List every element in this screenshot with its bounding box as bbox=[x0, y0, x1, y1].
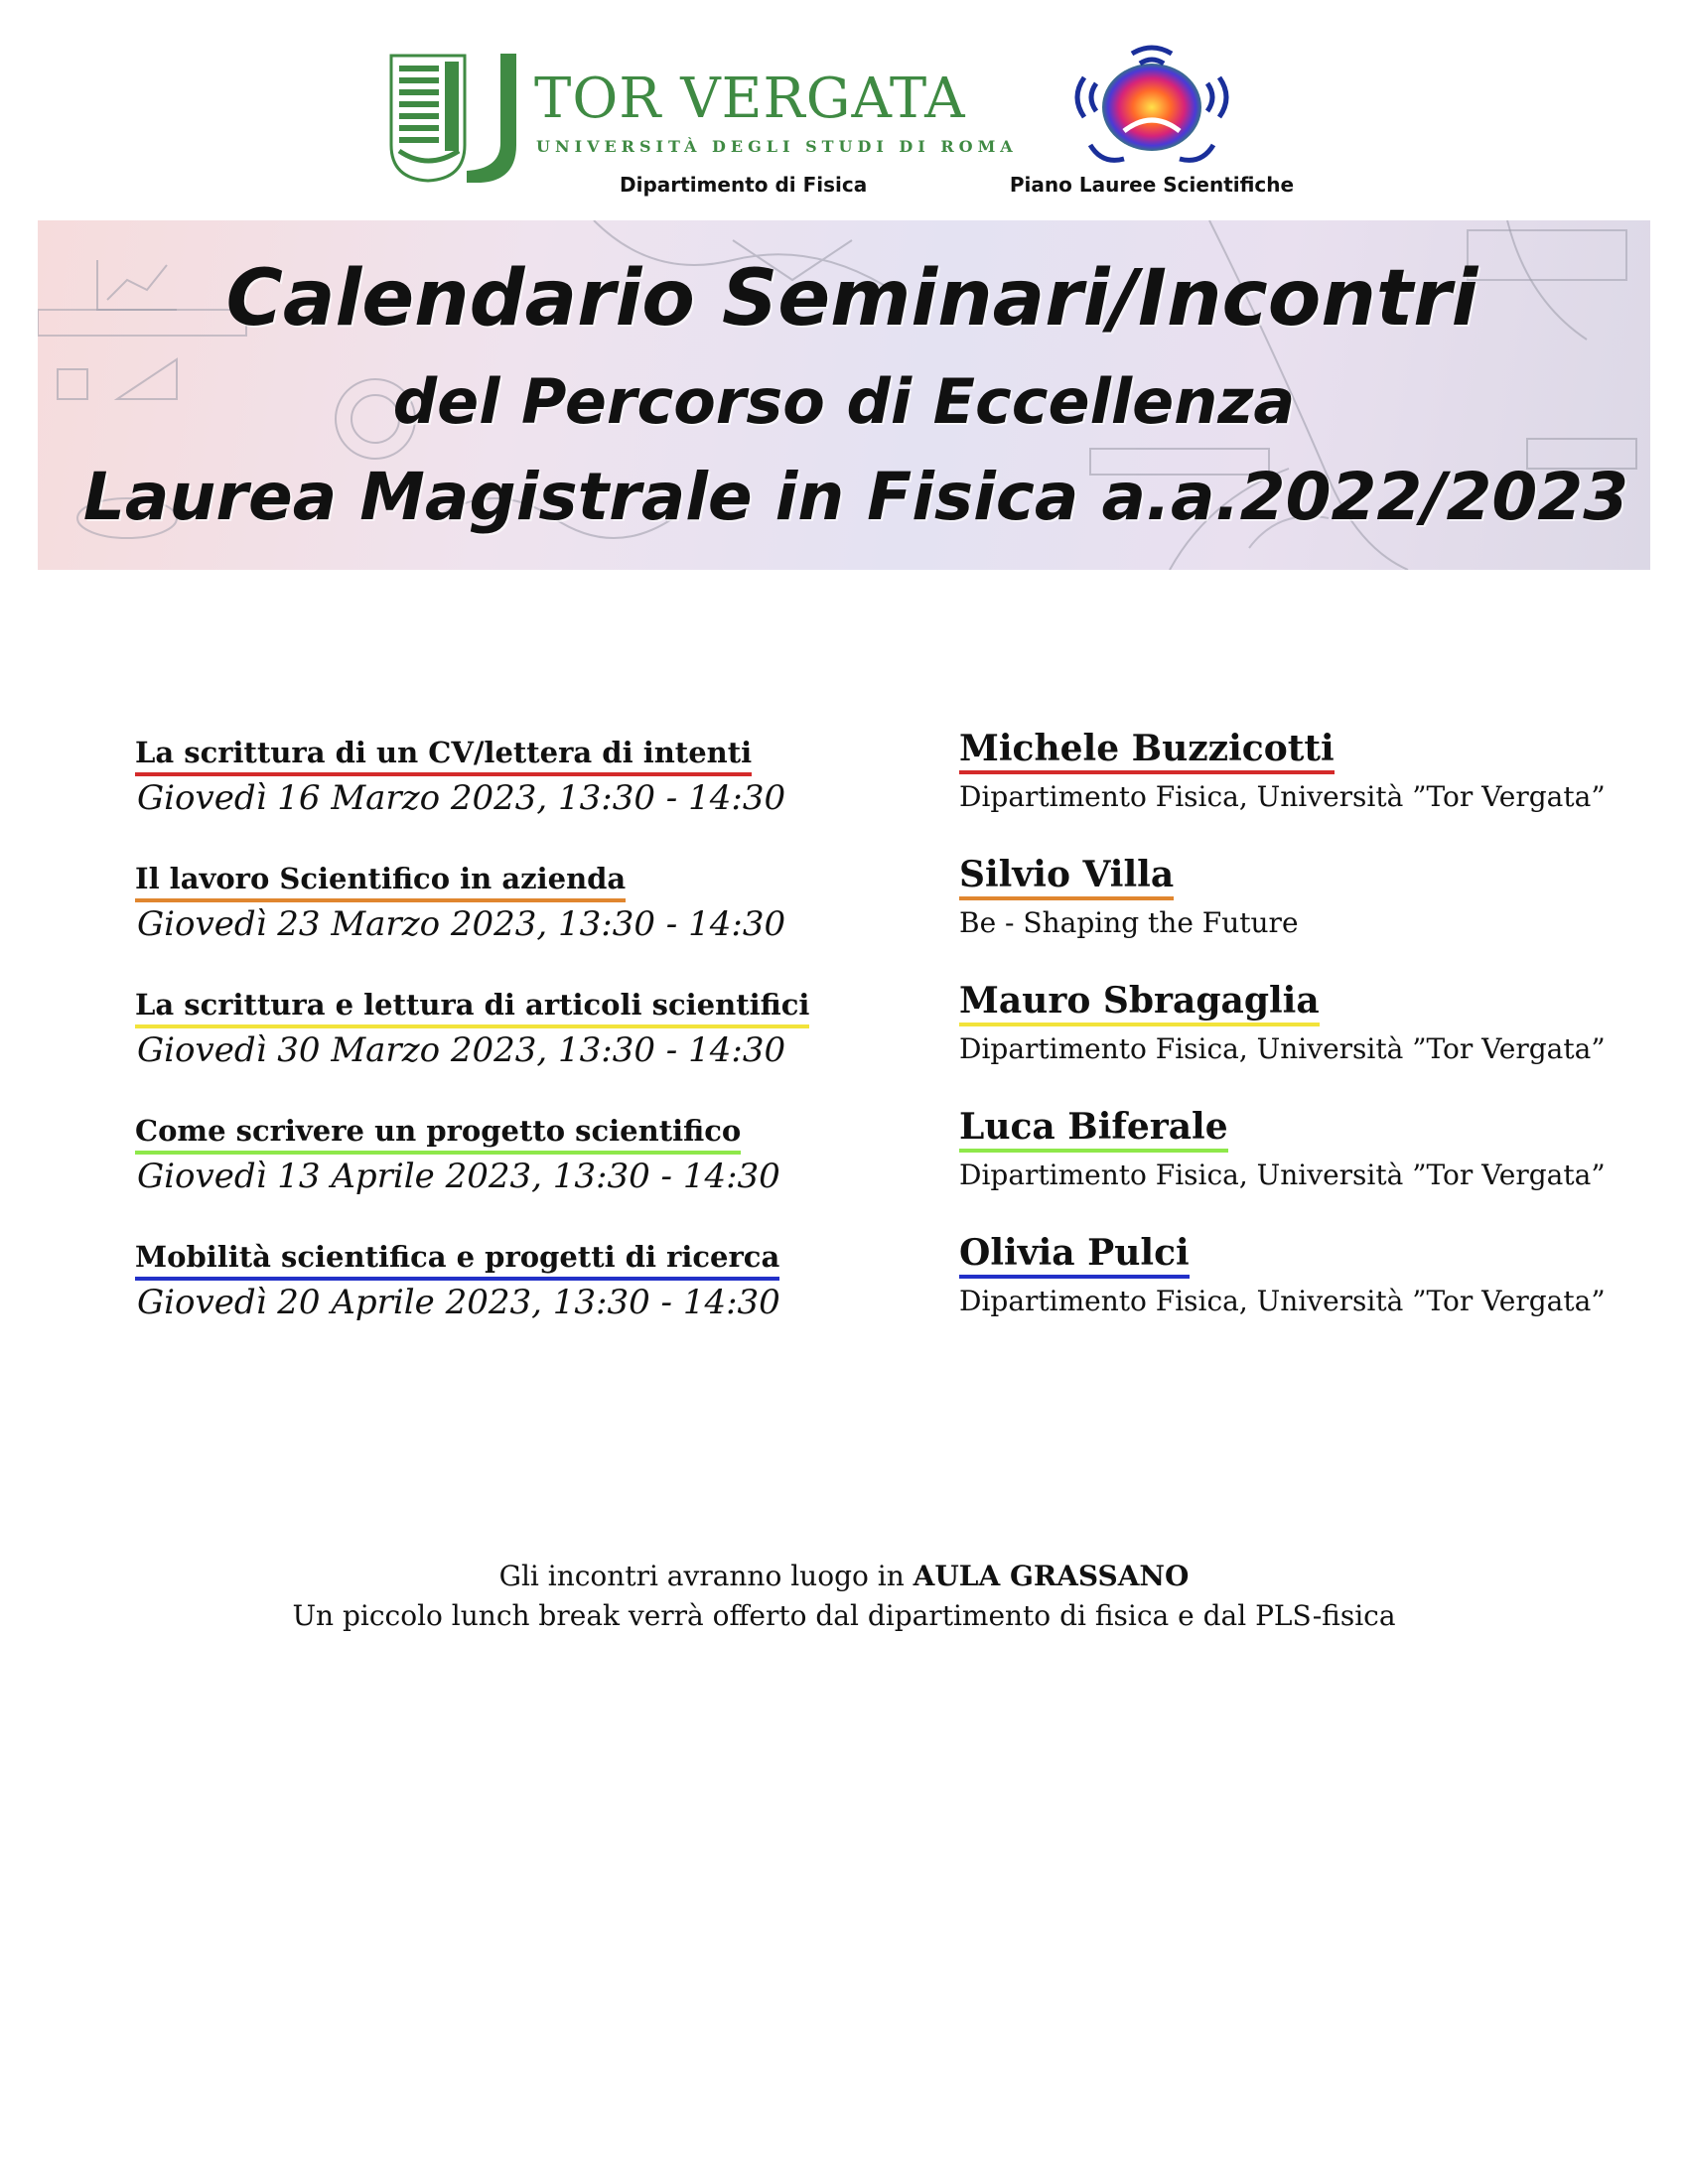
seminar-date: Giovedì 13 Aprile 2023, 13:30 - 14:30 bbox=[137, 1157, 780, 1196]
lunch-note: Un piccolo lunch break verrà offerto dal dipartimento di fisica e dal PLS-fisica bbox=[292, 1599, 1396, 1632]
seminar-speaker: Michele Buzzicotti bbox=[959, 727, 1335, 774]
seminar-date: Giovedì 16 Marzo 2023, 13:30 - 14:30 bbox=[137, 778, 786, 818]
location-prefix: Gli incontri avranno luogo in bbox=[498, 1560, 905, 1592]
seminar-title: La scrittura di un CV/lettera di intenti bbox=[135, 735, 752, 776]
seminar-item bbox=[0, 1232, 1688, 1364]
pls-radiant-icon bbox=[1062, 40, 1241, 169]
banner-title-line-1: Calendario Seminari/Incontri bbox=[225, 254, 1478, 343]
pls-logo bbox=[1003, 40, 1301, 204]
seminar-speaker: Mauro Sbragaglia bbox=[959, 979, 1320, 1026]
speaker-affiliation: Dipartimento Fisica, Università ”Tor Vergata” bbox=[959, 1285, 1606, 1317]
university-name: TOR VERGATA bbox=[534, 67, 966, 131]
tor-vergata-logo bbox=[389, 54, 1018, 203]
speaker-affiliation: Dipartimento Fisica, Università ”Tor Vergata” bbox=[959, 1032, 1606, 1065]
seminar-title: Come scrivere un progetto scientifico bbox=[135, 1113, 741, 1155]
seminar-item bbox=[0, 1106, 1688, 1238]
location-place: AULA GRASSANO bbox=[913, 1560, 1190, 1592]
seminar-title: Mobilità scientifica e progetti di ricerca bbox=[135, 1239, 779, 1281]
seminar-item bbox=[0, 980, 1688, 1112]
banner-title-line-2: del Percorso di Eccellenza bbox=[392, 365, 1296, 438]
speaker-affiliation: Dipartimento Fisica, Università ”Tor Vergata” bbox=[959, 1159, 1606, 1191]
seminar-item bbox=[0, 728, 1688, 860]
speaker-affiliation: Be - Shaping the Future bbox=[959, 906, 1299, 939]
seminar-title: Il lavoro Scientifico in azienda bbox=[135, 861, 626, 902]
seminar-date: Giovedì 30 Marzo 2023, 13:30 - 14:30 bbox=[137, 1030, 786, 1070]
tor-vergata-shield-icon bbox=[389, 54, 467, 183]
speaker-affiliation: Dipartimento Fisica, Università ”Tor Vergata” bbox=[959, 780, 1606, 813]
seminar-speaker: Silvio Villa bbox=[959, 853, 1174, 900]
seminar-title: La scrittura e lettura di articoli scientifici bbox=[135, 987, 809, 1028]
program-name: Piano Lauree Scientifiche bbox=[1009, 173, 1295, 197]
seminar-date: Giovedì 20 Aprile 2023, 13:30 - 14:30 bbox=[137, 1283, 780, 1322]
tor-vergata-j-icon bbox=[467, 54, 524, 183]
university-subtitle: UNIVERSITÀ DEGLI STUDI DI ROMA bbox=[536, 137, 1018, 156]
seminar-speaker: Luca Biferale bbox=[959, 1105, 1228, 1153]
banner-title-line-3: Laurea Magistrale in Fisica a.a.2022/2023 bbox=[82, 459, 1629, 535]
seminar-date: Giovedì 23 Marzo 2023, 13:30 - 14:30 bbox=[137, 904, 786, 944]
department-name: Dipartimento di Fisica bbox=[620, 173, 868, 197]
location-note bbox=[0, 1557, 1688, 1636]
seminar-item bbox=[0, 854, 1688, 986]
location-line bbox=[0, 1557, 1688, 1596]
seminar-speaker: Olivia Pulci bbox=[959, 1231, 1190, 1279]
title-banner bbox=[38, 220, 1650, 570]
